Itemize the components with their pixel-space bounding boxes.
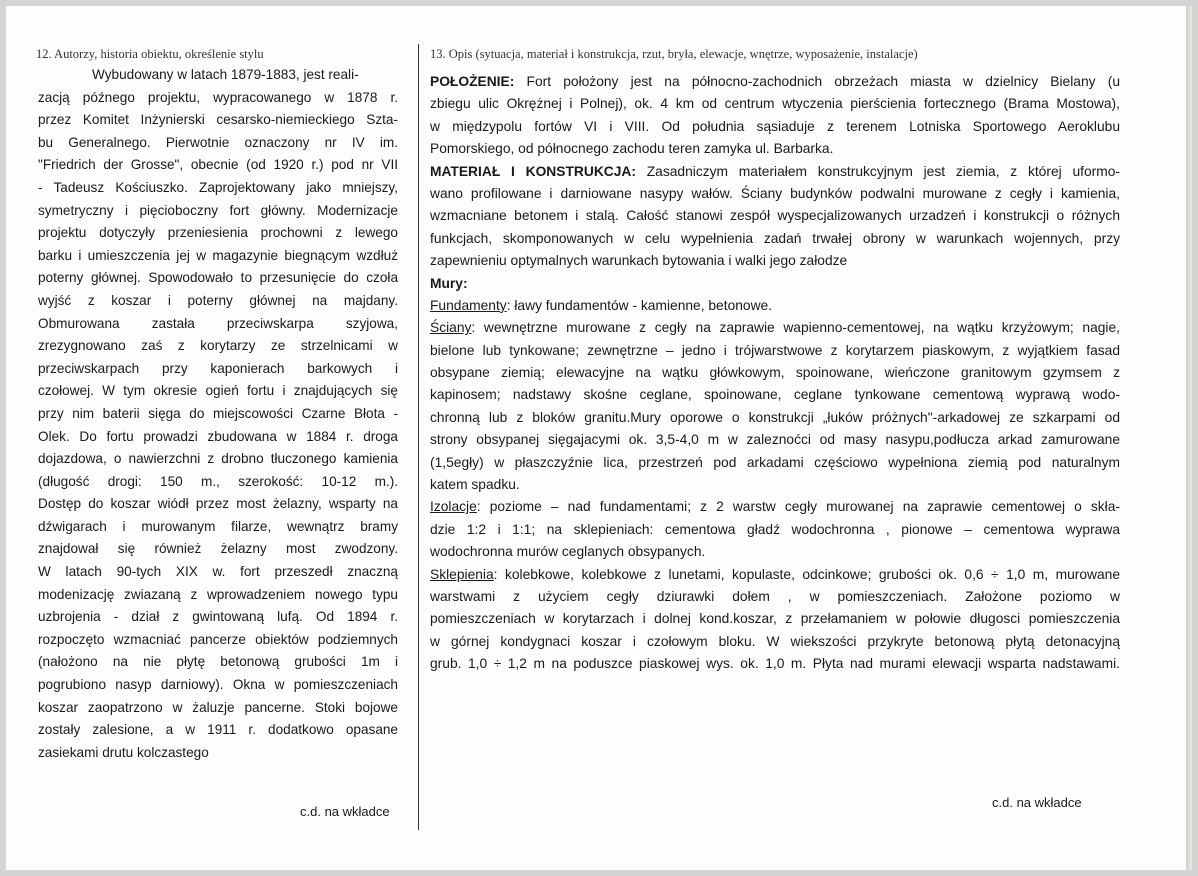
text-line: wodochronna murów ceglanych obsypanych. xyxy=(430,544,706,560)
text-line: bu Generalnego. Pierwotnie oznaczony nr IV im. xyxy=(38,134,398,150)
text-line: (długość drogi: 150 m., szerokość: 10-12 m.). xyxy=(38,473,398,489)
izolacje-label: Izolacje xyxy=(430,499,477,515)
text-line: symetryczny i pięcioboczny fort główny. Modernizacje xyxy=(38,202,398,218)
text-line: w międzypolu fortów VI i VIII. Od południa sąsiaduje z terenem Lotniska Sportowego Aeroklubu xyxy=(430,118,1120,134)
mury-heading: Mury: xyxy=(430,275,468,291)
text-line: funkcjach, skomponowanych w celu wypełnienia zadań trwałej obrony w warunkach wojennych, przy xyxy=(430,230,1120,246)
text-line: znajdował się również żelazny most zwodzony. xyxy=(38,541,398,557)
left-continued-note: c.d. na wkładce xyxy=(300,804,390,819)
text-line: modenizację zwiazaną z wprowadzeniem nowego typu xyxy=(38,586,398,602)
text-line: Wybudowany w latach 1879-1883, jest reali- xyxy=(92,67,359,82)
text-line: bielone lub tynkowane; zewnętrzne – jedno i trójwarstwowe z korytarzem piaskowym, z wyjątkiem fasad xyxy=(430,342,1120,358)
sciany-line: Ściany: wewnętrzne murowane z cegły na zaprawie wapienno-cementowej, na wątku krzyżowym; nagie, xyxy=(430,320,1120,336)
text-line: przeciwskarpach przy kaponierach barkowych i xyxy=(38,360,398,376)
text-line: przy nim baterii sięga do miejscowości Czarne Błota - xyxy=(38,405,398,421)
history-text xyxy=(38,64,398,764)
text-line: obsypane ziemią; elewacyjne na wątku główkowym, spoinowane, wieńczone granitowym gzymsem z xyxy=(430,365,1120,381)
text-line: Dostęp do koszar wiódł przez most żelazny, wsparty na xyxy=(38,496,398,512)
material-line: MATERIAŁ I KONSTRUKCJA: Zasadniczym materiałem konstrukcyjnym jest ziemia, z której uformo- xyxy=(430,163,1120,179)
text-line: zapewnieniu optymalnych warunkach bytowania i walki jego załodze xyxy=(430,253,848,269)
text-line: koszar zaopatrzono w żaluzje pancerne. Stoki bojowe xyxy=(38,699,398,715)
polozenie-line: POŁOŻENIE: Fort położony jest na północno-zachodnich obrzeżach miasta w dzielnicy Bielany (u xyxy=(430,74,1120,89)
text-line: W latach 90-tych XIX w. fort przeszedł znaczną xyxy=(38,564,398,580)
text-line: zostały zalesione, a w 1911 r. dodatkowo opasane xyxy=(38,722,398,738)
description-text xyxy=(430,71,1120,676)
text-line: dźwigarach i murowanym filarze, wewnątrz bramy xyxy=(38,518,398,534)
text-line: chronną lub z bloków granitu.Mury oporowe o konstrukcji „łuków próżnych"-arkadowej ze szkarpami od xyxy=(430,409,1120,425)
right-continued-note: c.d. na wkładce xyxy=(992,795,1082,810)
text-line: wzmacniane betonem i stalą. Całość stanowi zespół wyspecjalizowanych urzadzeń i konstrukcji o różnych xyxy=(430,208,1120,224)
text-line: (nałożono na nie płytę betonową grubości 1m i xyxy=(38,654,398,670)
izolacje-line: Izolacje: poziome – nad fundamentami; z 2 warstw cegły murowanej na zaprawie cementowej o skła- xyxy=(430,499,1120,515)
text-line: w górnej kondygnaci koszar i czołowym bloku. W wiekszości przykryte betonową płytą detonacyjną xyxy=(430,633,1120,649)
text-line: Pomorskiego, od północnego zachodu teren zamyka ul. Barbarka. xyxy=(430,141,834,157)
right-heading: 13. Opis (sytuacja, materiał i konstrukcja, rzut, bryła, elewacje, wnętrze, wyposażenie, instalacje) xyxy=(430,47,918,61)
text-line: katem spadku. xyxy=(430,477,520,493)
sklepienia-line: Sklepienia: kolebkowe, kolebkowe z lunetami, kopulaste, odcinkowe; grubości ok. 0,6 ÷ 1,0 m, murowane xyxy=(430,566,1120,582)
sklepienia-label: Sklepienia xyxy=(430,566,494,582)
text-line: rozpoczęto wzmacniać pancerze obiektów podziemnych xyxy=(38,631,398,647)
text-line: zrezygnowano zaś z korytarzy ze strzelnicami w xyxy=(38,338,398,354)
text-line: projektu dotyczyły przeniesienia prochowni z lewego xyxy=(38,225,398,241)
text-line: czołowej. W tym okresie ogień fortu i znajdujących się xyxy=(38,383,398,399)
text-line: poterny głównej. Spowodowało to przesunięcie do czoła xyxy=(38,270,398,286)
text-line: zacją późnego projektu, wypracowanego w 1878 r. xyxy=(38,89,398,105)
text-line: - Tadeusz Kościuszko. Zaprojektowany jako mniejszy, xyxy=(38,179,398,195)
text-line: wyjść z koszar i poterny głównej na majdany. xyxy=(38,292,398,308)
text-line: uzbrojenia - dział z gwintowaną lufą. Od 1894 r. xyxy=(38,609,398,625)
text-line: dzie 1:2 i 1:1; na sklepieniach: cementowa gładź wodochronna , pionowe – cementowa wyprawa xyxy=(430,521,1120,537)
fundamenty-label: Fundamenty xyxy=(430,297,507,313)
text-line: (1,5egły) w płaszczyźnie lica, przestrzeń pod arkadami częściowo wypełniona ziemią pod naturalnym xyxy=(430,454,1120,470)
left-heading: 12. Autorzy, historia obiektu, określenie stylu xyxy=(36,47,264,61)
material-label: MATERIAŁ I KONSTRUKCJA: xyxy=(430,163,636,179)
text-line: strony obsypanej sięgajacymi ok. 3,5-4,0 m w zaleznoćci od masy nasypu,podłucza arkad zamurowane xyxy=(430,432,1120,448)
fundamenty-line: Fundamenty: ławy fundamentów - kamienne, betonowe. xyxy=(430,297,773,313)
text-line: pogrubiono nasyp darniowy). Okna w pomieszczeniach xyxy=(38,677,398,693)
text-line: Olek. Do fortu prowadzi zbudowana w 1884 r. droga xyxy=(38,428,398,444)
column-divider xyxy=(418,44,419,830)
text-line: pomieszczeniach w korytarzach i dolnej kond.koszar, z przełamaniem w połowie długosci pomieszczenia xyxy=(430,611,1120,627)
polozenie-label: POŁOŻENIE: xyxy=(430,74,515,89)
text-line: barku i umieszczenia jej w magazynie biegnącym wzdłuż xyxy=(38,247,398,263)
sciany-label: Ściany xyxy=(430,320,472,336)
text-line: Obmurowana zastała przeciwskarpa szyjowa, xyxy=(38,315,398,331)
text-line: "Friedrich der Grosse", obecnie (od 1920 r.) pod nr VII xyxy=(38,157,398,173)
text-line: grub. 1,0 ÷ 1,2 m na poduszce piaskowej wys. ok. 1,0 m. Płyta nad murami elewacji wsparta nadstawami. xyxy=(430,656,1120,672)
text-line: kapinosem; nadstawy skośne ceglane, spoinowane, ceglane tynkowane cementową wyprawą wodo- xyxy=(430,387,1120,403)
text-line: zasiekami drutu kolczastego xyxy=(38,744,209,760)
text-line: warstwami z użyciem cegły dziurawki dołem , w pomieszczeniach. Założone poziomo w xyxy=(430,588,1120,604)
text-line: dojazdowa, o nawierzchni z drobno tłuczonego kamienia xyxy=(38,451,398,467)
text-line: wano profilowane i darniowane nasypy wałów. Ściany budynków podwalni murowane z cegły i kamienia, xyxy=(430,185,1120,201)
scan-edge xyxy=(1186,6,1192,870)
text-line: zbiegu ulic Okrężnej i Polnej), ok. 4 km od centrum wtyczenia pierścienia fortecznego (Brama Mostowa), xyxy=(430,96,1120,112)
text-line: przez Komitet Inżynierski cesarsko-niemieckiego Szta- xyxy=(38,112,398,128)
